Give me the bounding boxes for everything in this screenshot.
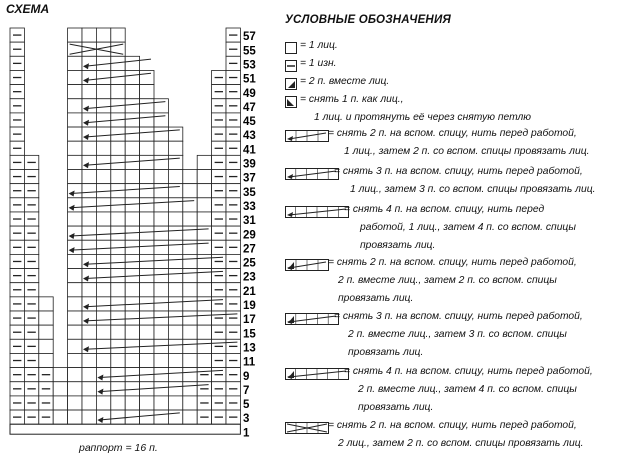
chart-cell xyxy=(96,240,110,254)
k2tog-icon xyxy=(285,77,297,95)
chart-cell xyxy=(168,382,182,396)
row-number: 17 xyxy=(243,314,256,327)
chart-cell xyxy=(140,212,154,226)
chart-cell xyxy=(82,212,96,226)
chart-cell xyxy=(82,127,96,141)
chart-cell xyxy=(111,170,125,184)
row-number: 11 xyxy=(243,356,256,369)
chart-cell xyxy=(82,410,96,424)
chart-cell xyxy=(125,113,139,127)
chart-cell xyxy=(111,396,125,410)
chart-cell xyxy=(125,368,139,382)
chart-cell xyxy=(53,368,67,382)
chart-cell xyxy=(140,410,154,424)
legend-text: провязать лиц. xyxy=(348,347,424,358)
chart-cell xyxy=(140,127,154,141)
row-number: 15 xyxy=(243,328,256,341)
chart-cell xyxy=(82,141,96,155)
row-number: 47 xyxy=(243,101,256,114)
row-number: 1 xyxy=(243,427,250,440)
chart-cell xyxy=(96,254,110,268)
knit-stitch-icon xyxy=(285,41,297,59)
chart-cell xyxy=(140,70,154,84)
legend-text: провязать лиц. xyxy=(358,402,434,413)
chart-cell xyxy=(183,410,197,424)
chart-cell xyxy=(68,170,82,184)
cable-3-3-icon xyxy=(285,167,339,185)
chart-cell xyxy=(154,325,168,339)
chart-cell xyxy=(125,141,139,155)
chart-cell xyxy=(183,269,197,283)
chart-cell xyxy=(82,269,96,283)
chart-cell xyxy=(168,283,182,297)
row-number: 37 xyxy=(243,172,256,185)
chart-cell xyxy=(96,28,110,42)
chart-cell xyxy=(183,254,197,268)
chart-cell xyxy=(82,339,96,353)
chart-cell xyxy=(82,382,96,396)
chart-cell xyxy=(197,170,211,184)
legend-text: 2 п. вместе лиц., затем 2 п. со вспом. спицы xyxy=(338,275,557,286)
chart-cells xyxy=(10,28,240,424)
chart-cell xyxy=(168,254,182,268)
row-number: 5 xyxy=(243,399,250,412)
chart-cell xyxy=(39,325,53,339)
chart-cell xyxy=(68,56,82,70)
chart-cell xyxy=(197,339,211,353)
chart-cell xyxy=(68,226,82,240)
chart-cell xyxy=(111,339,125,353)
chart-cell xyxy=(68,396,82,410)
chart-cell xyxy=(154,184,168,198)
chart-cell xyxy=(68,339,82,353)
row-number: 49 xyxy=(243,87,256,100)
chart-cell xyxy=(125,56,139,70)
chart-cell xyxy=(82,325,96,339)
legend-text: = снять 2 п. на вспом. спицу, нить перед работой, xyxy=(328,257,577,268)
row-number: 13 xyxy=(243,342,256,355)
chart-cell xyxy=(68,368,82,382)
skp-icon xyxy=(285,95,297,113)
chart-cell xyxy=(140,226,154,240)
chart-cell xyxy=(168,311,182,325)
chart-cell xyxy=(82,56,96,70)
chart-cell xyxy=(183,170,197,184)
row-number: 39 xyxy=(243,158,256,171)
chart-cell xyxy=(96,396,110,410)
chart-cell xyxy=(82,170,96,184)
chart-cell xyxy=(82,113,96,127)
chart-cell xyxy=(125,283,139,297)
chart-cell xyxy=(168,269,182,283)
chart-cell xyxy=(68,254,82,268)
chart-cell xyxy=(39,353,53,367)
chart-cell xyxy=(96,269,110,283)
chart-cell xyxy=(68,127,82,141)
row-number: 3 xyxy=(243,413,250,426)
chart-cell xyxy=(111,311,125,325)
chart-cell xyxy=(168,240,182,254)
legend-text: = снять 2 п. на вспом. спицу, нить перед работой, xyxy=(328,420,577,431)
legend-text: = 1 изн. xyxy=(300,58,337,69)
chart-cell xyxy=(125,184,139,198)
chart-cell xyxy=(82,99,96,113)
row-number: 23 xyxy=(243,271,256,284)
chart-cell xyxy=(154,297,168,311)
row-number: 43 xyxy=(243,130,256,143)
chart-title: СХЕМА xyxy=(6,2,50,16)
legend-text: = снять 3 п. на вспом. спицу, нить перед работой, xyxy=(334,311,583,322)
chart-cell xyxy=(111,368,125,382)
chart-cell xyxy=(168,155,182,169)
chart-cell xyxy=(154,382,168,396)
chart-cell xyxy=(111,254,125,268)
chart-cell xyxy=(168,212,182,226)
chart-cell xyxy=(39,339,53,353)
chart-cell xyxy=(197,311,211,325)
chart-cell xyxy=(168,339,182,353)
chart-cell xyxy=(82,283,96,297)
legend-text: 1 лиц. и протянуть её через снятую петлю xyxy=(314,112,532,123)
chart-cell xyxy=(68,283,82,297)
chart-cell xyxy=(96,170,110,184)
row-number: 31 xyxy=(243,215,256,228)
chart-cell xyxy=(183,198,197,212)
chart-cell xyxy=(96,155,110,169)
chart-cell xyxy=(96,325,110,339)
chart-cell xyxy=(82,311,96,325)
chart-cell xyxy=(53,382,67,396)
chart-cell xyxy=(96,311,110,325)
purl-stitch-icon xyxy=(285,59,297,77)
chart-cell xyxy=(168,198,182,212)
chart-cell xyxy=(197,254,211,268)
chart-cell xyxy=(82,28,96,42)
chart-cell xyxy=(82,297,96,311)
chart-cell xyxy=(96,198,110,212)
chart-cell xyxy=(125,99,139,113)
chart-cell xyxy=(68,184,82,198)
chart-cell xyxy=(82,353,96,367)
chart-cell xyxy=(125,212,139,226)
chart-cell xyxy=(111,382,125,396)
chart-cell xyxy=(125,85,139,99)
chart-cell xyxy=(168,368,182,382)
chart-cell xyxy=(111,85,125,99)
cable-3-3-dec-icon xyxy=(285,312,339,330)
chart-cell xyxy=(197,212,211,226)
chart-cell xyxy=(96,410,110,424)
chart-cell xyxy=(183,212,197,226)
chart-cell xyxy=(183,396,197,410)
chart-cell xyxy=(111,212,125,226)
chart-cell xyxy=(140,155,154,169)
chart-cell xyxy=(197,155,211,169)
chart-cell xyxy=(154,410,168,424)
legend-text: = снять 1 п. как лиц., xyxy=(300,94,404,105)
legend-text: = снять 4 п. на вспом. спицу, нить перед xyxy=(344,204,545,215)
chart-cell xyxy=(125,170,139,184)
chart-cell xyxy=(168,127,182,141)
chart-cell xyxy=(140,99,154,113)
chart-cell xyxy=(68,28,82,42)
chart-cell xyxy=(140,170,154,184)
chart-cell xyxy=(168,325,182,339)
chart-cell xyxy=(68,141,82,155)
chart-cell xyxy=(140,198,154,212)
chart-cell xyxy=(140,141,154,155)
chart-cell xyxy=(168,410,182,424)
legend-text: провязать лиц. xyxy=(360,240,436,251)
chart-cell xyxy=(82,368,96,382)
cable-4-4-dec-icon xyxy=(285,367,349,385)
chart-cell xyxy=(168,353,182,367)
chart-cell xyxy=(82,254,96,268)
chart-cell xyxy=(96,99,110,113)
chart-cell xyxy=(96,85,110,99)
chart-cell xyxy=(96,368,110,382)
chart-cell xyxy=(168,226,182,240)
chart-cell xyxy=(154,99,168,113)
chart-cell xyxy=(197,184,211,198)
chart-cell xyxy=(154,212,168,226)
chart-cell xyxy=(111,141,125,155)
chart-cell xyxy=(125,325,139,339)
chart-cell xyxy=(125,396,139,410)
chart-cell xyxy=(68,212,82,226)
chart-cell xyxy=(96,226,110,240)
chart-cell xyxy=(140,240,154,254)
chart-cell xyxy=(183,283,197,297)
legend-text: провязать лиц. xyxy=(338,293,414,304)
chart-cell xyxy=(183,184,197,198)
chart-cell xyxy=(183,368,197,382)
chart-cell xyxy=(96,339,110,353)
cable-4-4-icon xyxy=(285,205,349,223)
chart-cell xyxy=(68,410,82,424)
chart-cell xyxy=(53,410,67,424)
chart-cell xyxy=(154,141,168,155)
row-number: 9 xyxy=(243,370,250,383)
chart-cell xyxy=(39,311,53,325)
chart-cell xyxy=(183,226,197,240)
chart-cell xyxy=(154,198,168,212)
chart-cell xyxy=(68,269,82,283)
chart-cell xyxy=(68,297,82,311)
chart-cell xyxy=(82,85,96,99)
chart-cell xyxy=(96,113,110,127)
rapport-label: раппорт = 16 п. xyxy=(76,442,161,454)
chart-cell xyxy=(68,311,82,325)
chart-cell xyxy=(154,283,168,297)
row-number: 57 xyxy=(243,31,256,44)
chart-cell xyxy=(154,254,168,268)
chart-cell xyxy=(140,396,154,410)
chart-cell xyxy=(125,353,139,367)
cable-2-2-icon xyxy=(285,129,329,147)
chart-cell xyxy=(197,353,211,367)
chart-cell xyxy=(183,353,197,367)
chart-cell xyxy=(197,240,211,254)
chart-cell xyxy=(68,85,82,99)
chart-cell xyxy=(197,297,211,311)
legend-text: 1 лиц., затем 3 п. со вспом. спицы провязать лиц. xyxy=(350,184,596,195)
chart-cell xyxy=(183,311,197,325)
chart-cell xyxy=(96,283,110,297)
chart-cell xyxy=(168,396,182,410)
cross-2-2-icon xyxy=(285,421,329,439)
chart-cell xyxy=(183,339,197,353)
row-number: 53 xyxy=(243,59,256,72)
chart-cell xyxy=(154,113,168,127)
chart-cell xyxy=(68,353,82,367)
chart-cell xyxy=(154,170,168,184)
chart-cell xyxy=(168,297,182,311)
chart-cell xyxy=(197,283,211,297)
chart-cell xyxy=(154,155,168,169)
chart-cell xyxy=(82,226,96,240)
chart-cell xyxy=(140,353,154,367)
chart-cell xyxy=(68,198,82,212)
chart-cell xyxy=(96,297,110,311)
cable-2-2-dec-icon xyxy=(285,258,329,276)
chart-cell xyxy=(140,184,154,198)
chart-cell xyxy=(68,240,82,254)
chart-cell xyxy=(96,212,110,226)
legend-text: работой, 1 лиц., затем 4 п. со вспом. спицы xyxy=(360,222,576,233)
chart-cell xyxy=(96,382,110,396)
chart-cell xyxy=(154,127,168,141)
chart-cell xyxy=(140,85,154,99)
chart-cell xyxy=(154,269,168,283)
chart-cell xyxy=(68,70,82,84)
chart-cell xyxy=(154,226,168,240)
chart-cell xyxy=(111,283,125,297)
chart-cell xyxy=(183,297,197,311)
chart-cell xyxy=(68,382,82,396)
chart-cell xyxy=(111,297,125,311)
row-number: 33 xyxy=(243,200,256,213)
legend-text: = 1 лиц. xyxy=(300,40,338,51)
chart-cell xyxy=(197,198,211,212)
row-number: 7 xyxy=(243,384,250,397)
chart-cell xyxy=(168,184,182,198)
rapport-bracket xyxy=(10,424,240,434)
row-number: 19 xyxy=(243,300,256,312)
legend-text: = снять 4 п. на вспом. спицу, нить перед работой, xyxy=(344,366,593,377)
legend-text: = снять 3 п. на вспом. спицу, нить перед работой, xyxy=(334,166,583,177)
legend-text: 2 п. вместе лиц., затем 4 п. со вспом. спицы xyxy=(358,384,577,395)
chart-cell xyxy=(197,325,211,339)
chart-cell xyxy=(96,141,110,155)
legend-text: 2 п. вместе лиц., затем 3 п. со вспом. спицы xyxy=(348,329,567,340)
chart-cell xyxy=(82,184,96,198)
chart-cell xyxy=(111,353,125,367)
chart-cell xyxy=(197,226,211,240)
chart-cell xyxy=(68,113,82,127)
chart-cell xyxy=(168,170,182,184)
chart-cell xyxy=(82,198,96,212)
chart-cell xyxy=(183,325,197,339)
chart-cell xyxy=(68,155,82,169)
chart-cell xyxy=(96,127,110,141)
legend-text: = 2 п. вместе лиц. xyxy=(300,76,390,87)
chart-cell xyxy=(154,240,168,254)
chart-cell xyxy=(154,396,168,410)
legend-text: 2 лиц., затем 2 п. со вспом. спицы провязать лиц. xyxy=(338,438,584,449)
chart-cell xyxy=(96,353,110,367)
row-number: 55 xyxy=(243,45,256,58)
legend-text: 1 лиц., затем 2 п. со вспом. спицы провязать лиц. xyxy=(344,146,590,157)
row-number: 35 xyxy=(243,186,256,199)
legend-text: = снять 2 п. на вспом. спицу, нить перед работой, xyxy=(328,128,577,139)
chart-cell xyxy=(111,28,125,42)
chart-cell xyxy=(125,70,139,84)
chart-cell xyxy=(140,113,154,127)
chart-cell xyxy=(53,396,67,410)
row-number: 51 xyxy=(243,73,256,86)
row-number: 27 xyxy=(243,243,256,256)
chart-cell xyxy=(154,353,168,367)
chart-cell xyxy=(68,99,82,113)
row-number: 21 xyxy=(243,285,256,298)
chart-cell xyxy=(111,269,125,283)
chart-cell xyxy=(140,283,154,297)
row-number: 45 xyxy=(243,116,256,129)
row-number: 41 xyxy=(243,144,256,157)
chart-cell xyxy=(111,410,125,424)
legend-title: УСЛОВНЫЕ ОБОЗНАЧЕНИЯ xyxy=(285,14,451,26)
chart-cell xyxy=(82,70,96,84)
chart-cell xyxy=(82,396,96,410)
row-number: 29 xyxy=(243,229,256,242)
chart-cell xyxy=(183,240,197,254)
row-number: 25 xyxy=(243,257,256,270)
chart-cell xyxy=(168,141,182,155)
chart-cell xyxy=(111,325,125,339)
chart-cell xyxy=(39,297,53,311)
chart-cell xyxy=(197,269,211,283)
chart-cell xyxy=(68,325,82,339)
chart-cell xyxy=(183,382,197,396)
chart-cell xyxy=(82,240,96,254)
chart-cell xyxy=(140,325,154,339)
chart-cell xyxy=(82,155,96,169)
